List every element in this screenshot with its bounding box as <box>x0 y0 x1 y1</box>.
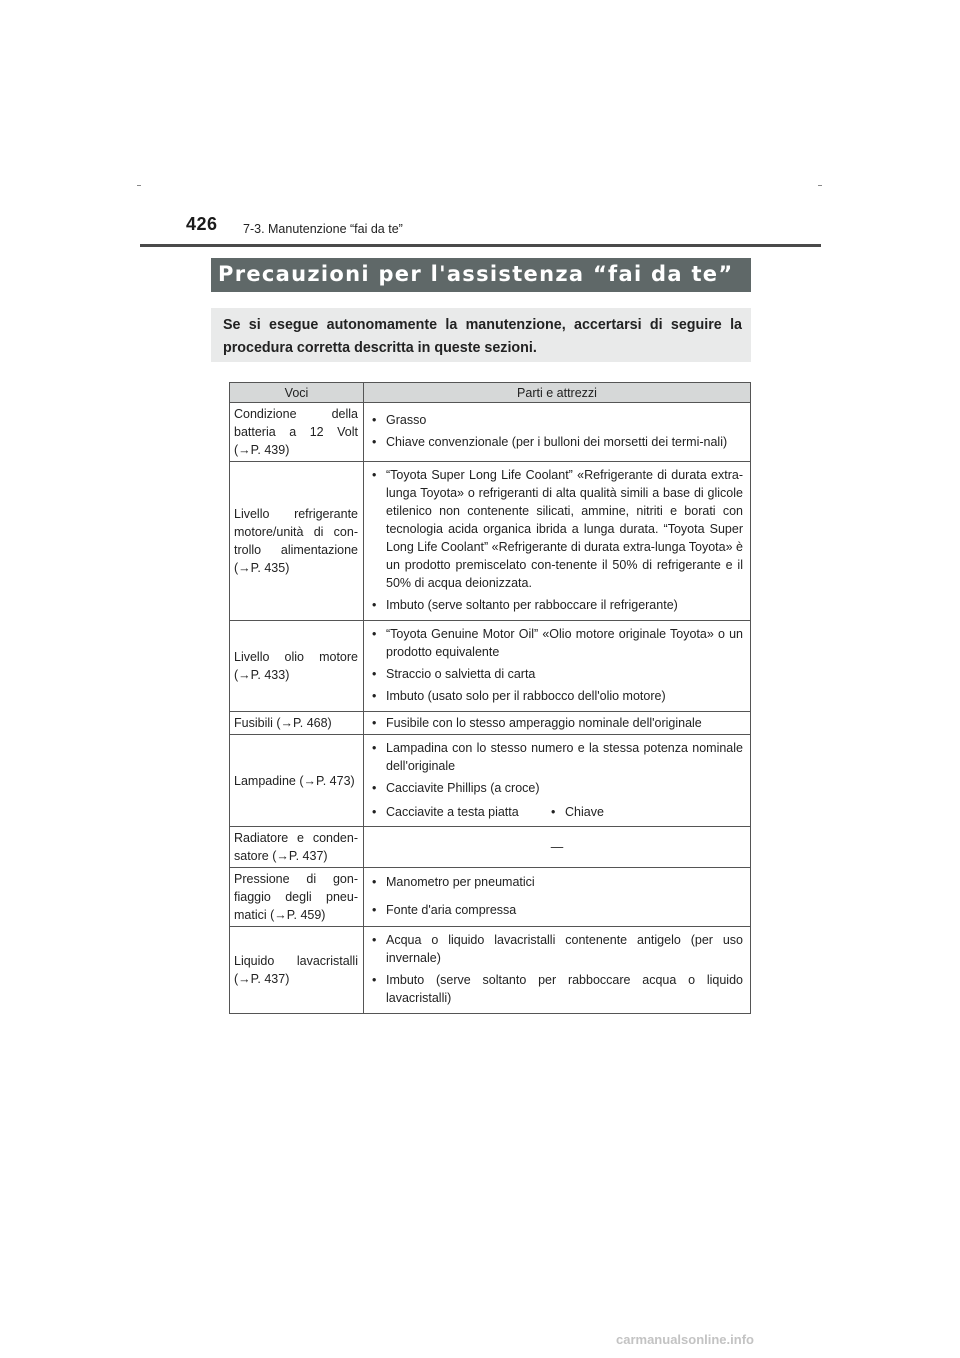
table-header-row <box>230 383 751 403</box>
row-parts-cell <box>364 403 751 462</box>
row-item-label: Fusibili (→P. 468) <box>230 712 364 735</box>
list-item: • Imbuto (serve soltanto per rabboccare acqua o liquido lavacristalli) <box>369 971 743 1007</box>
table-row <box>230 621 751 712</box>
title-bar <box>211 258 751 292</box>
table-row <box>230 712 751 735</box>
row-item-label: Radiatore e conden-satore (→P. 437) <box>230 827 364 868</box>
table-row <box>230 735 751 827</box>
list-item: • “Toyota Super Long Life Coolant” «Refrigerante di durata extra-lunga Toyota» o refrigeranti di alta qualità simili a base di glicole etilenico non contenente silicati, ammine, nitriti e borati con tecnologia acida organica ibrida a lunga durata. “Toyota Super Long Life Coolant” «Refrigerante di durata extra-lunga Toyota» è un prodotto premiscelato con-tenente il 50% di refrigerante e il 50% di acqua deionizzata. <box>369 466 743 592</box>
row-parts-cell <box>364 462 751 621</box>
list-item: • Manometro per pneumatici <box>369 873 743 891</box>
page-number: 426 <box>186 214 218 234</box>
list-item: • Cacciavite a testa piatta <box>369 803 548 821</box>
row-parts-cell <box>364 712 751 735</box>
list-item: • Acqua o liquido lavacristalli contenente antigelo (per uso invernale) <box>369 931 743 967</box>
row-item-label: Liquido lavacristalli (→P. 437) <box>230 927 364 1014</box>
row-parts-cell <box>364 927 751 1014</box>
crop-mark-right <box>818 185 822 186</box>
row-item-label: Livello olio motore (→P. 433) <box>230 621 364 712</box>
crop-mark-left <box>137 185 141 186</box>
list-item: • Fonte d'aria compressa <box>369 901 743 919</box>
section-heading: 7-3. Manutenzione “fai da te” <box>243 222 403 236</box>
table-row <box>230 827 751 868</box>
list-item: • Chiave convenzionale (per i bulloni dei morsetti dei termi-nali) <box>369 433 743 451</box>
list-item: • Grasso <box>369 411 743 429</box>
list-item: • Fusibile con lo stesso amperaggio nominale dell'originale <box>369 714 743 732</box>
list-item: • “Toyota Genuine Motor Oil” «Olio motore originale Toyota» o un prodotto equivalente <box>369 625 743 661</box>
maintenance-table <box>229 382 751 1014</box>
row-item-label: Livello refrigerante motore/unità di con-trollo alimentazione (→P. 435) <box>230 462 364 621</box>
table-row <box>230 462 751 621</box>
row-item-label: Lampadine (→P. 473) <box>230 735 364 827</box>
row-parts-cell: — <box>364 827 751 868</box>
list-item: • Chiave <box>548 803 604 821</box>
row-item-label: Pressione di gon-fiaggio degli pneu-matici (→P. 459) <box>230 868 364 927</box>
row-parts-cell <box>364 621 751 712</box>
list-item: • Imbuto (usato solo per il rabbocco dell'olio motore) <box>369 687 743 705</box>
list-item: • Lampadina con lo stesso numero e la stessa potenza nominale dell'originale <box>369 739 743 775</box>
table-row <box>230 927 751 1014</box>
list-item: • Cacciavite Phillips (a croce) <box>369 779 743 797</box>
table-row <box>230 868 751 927</box>
row-parts-cell <box>364 868 751 927</box>
row-item-label: Condizione della batteria a 12 Volt (→P. 439) <box>230 403 364 462</box>
table-row <box>230 403 751 462</box>
column-header-items: Voci <box>230 383 364 403</box>
list-item: • Straccio o salvietta di carta <box>369 665 743 683</box>
list-item: • Imbuto (serve soltanto per rabboccare il refrigerante) <box>369 596 743 614</box>
watermark: carmanualsonline.info <box>616 1332 754 1347</box>
intro-box: Se si esegue autonomamente la manutenzione, accertarsi di seguire la procedura corretta descritta in queste sezioni. <box>211 308 751 362</box>
header-rule <box>140 244 821 247</box>
column-header-parts: Parti e attrezzi <box>364 383 751 403</box>
row-parts-cell <box>364 735 751 827</box>
page-title: Precauzioni per l'assistenza “fai da te” <box>218 262 734 286</box>
